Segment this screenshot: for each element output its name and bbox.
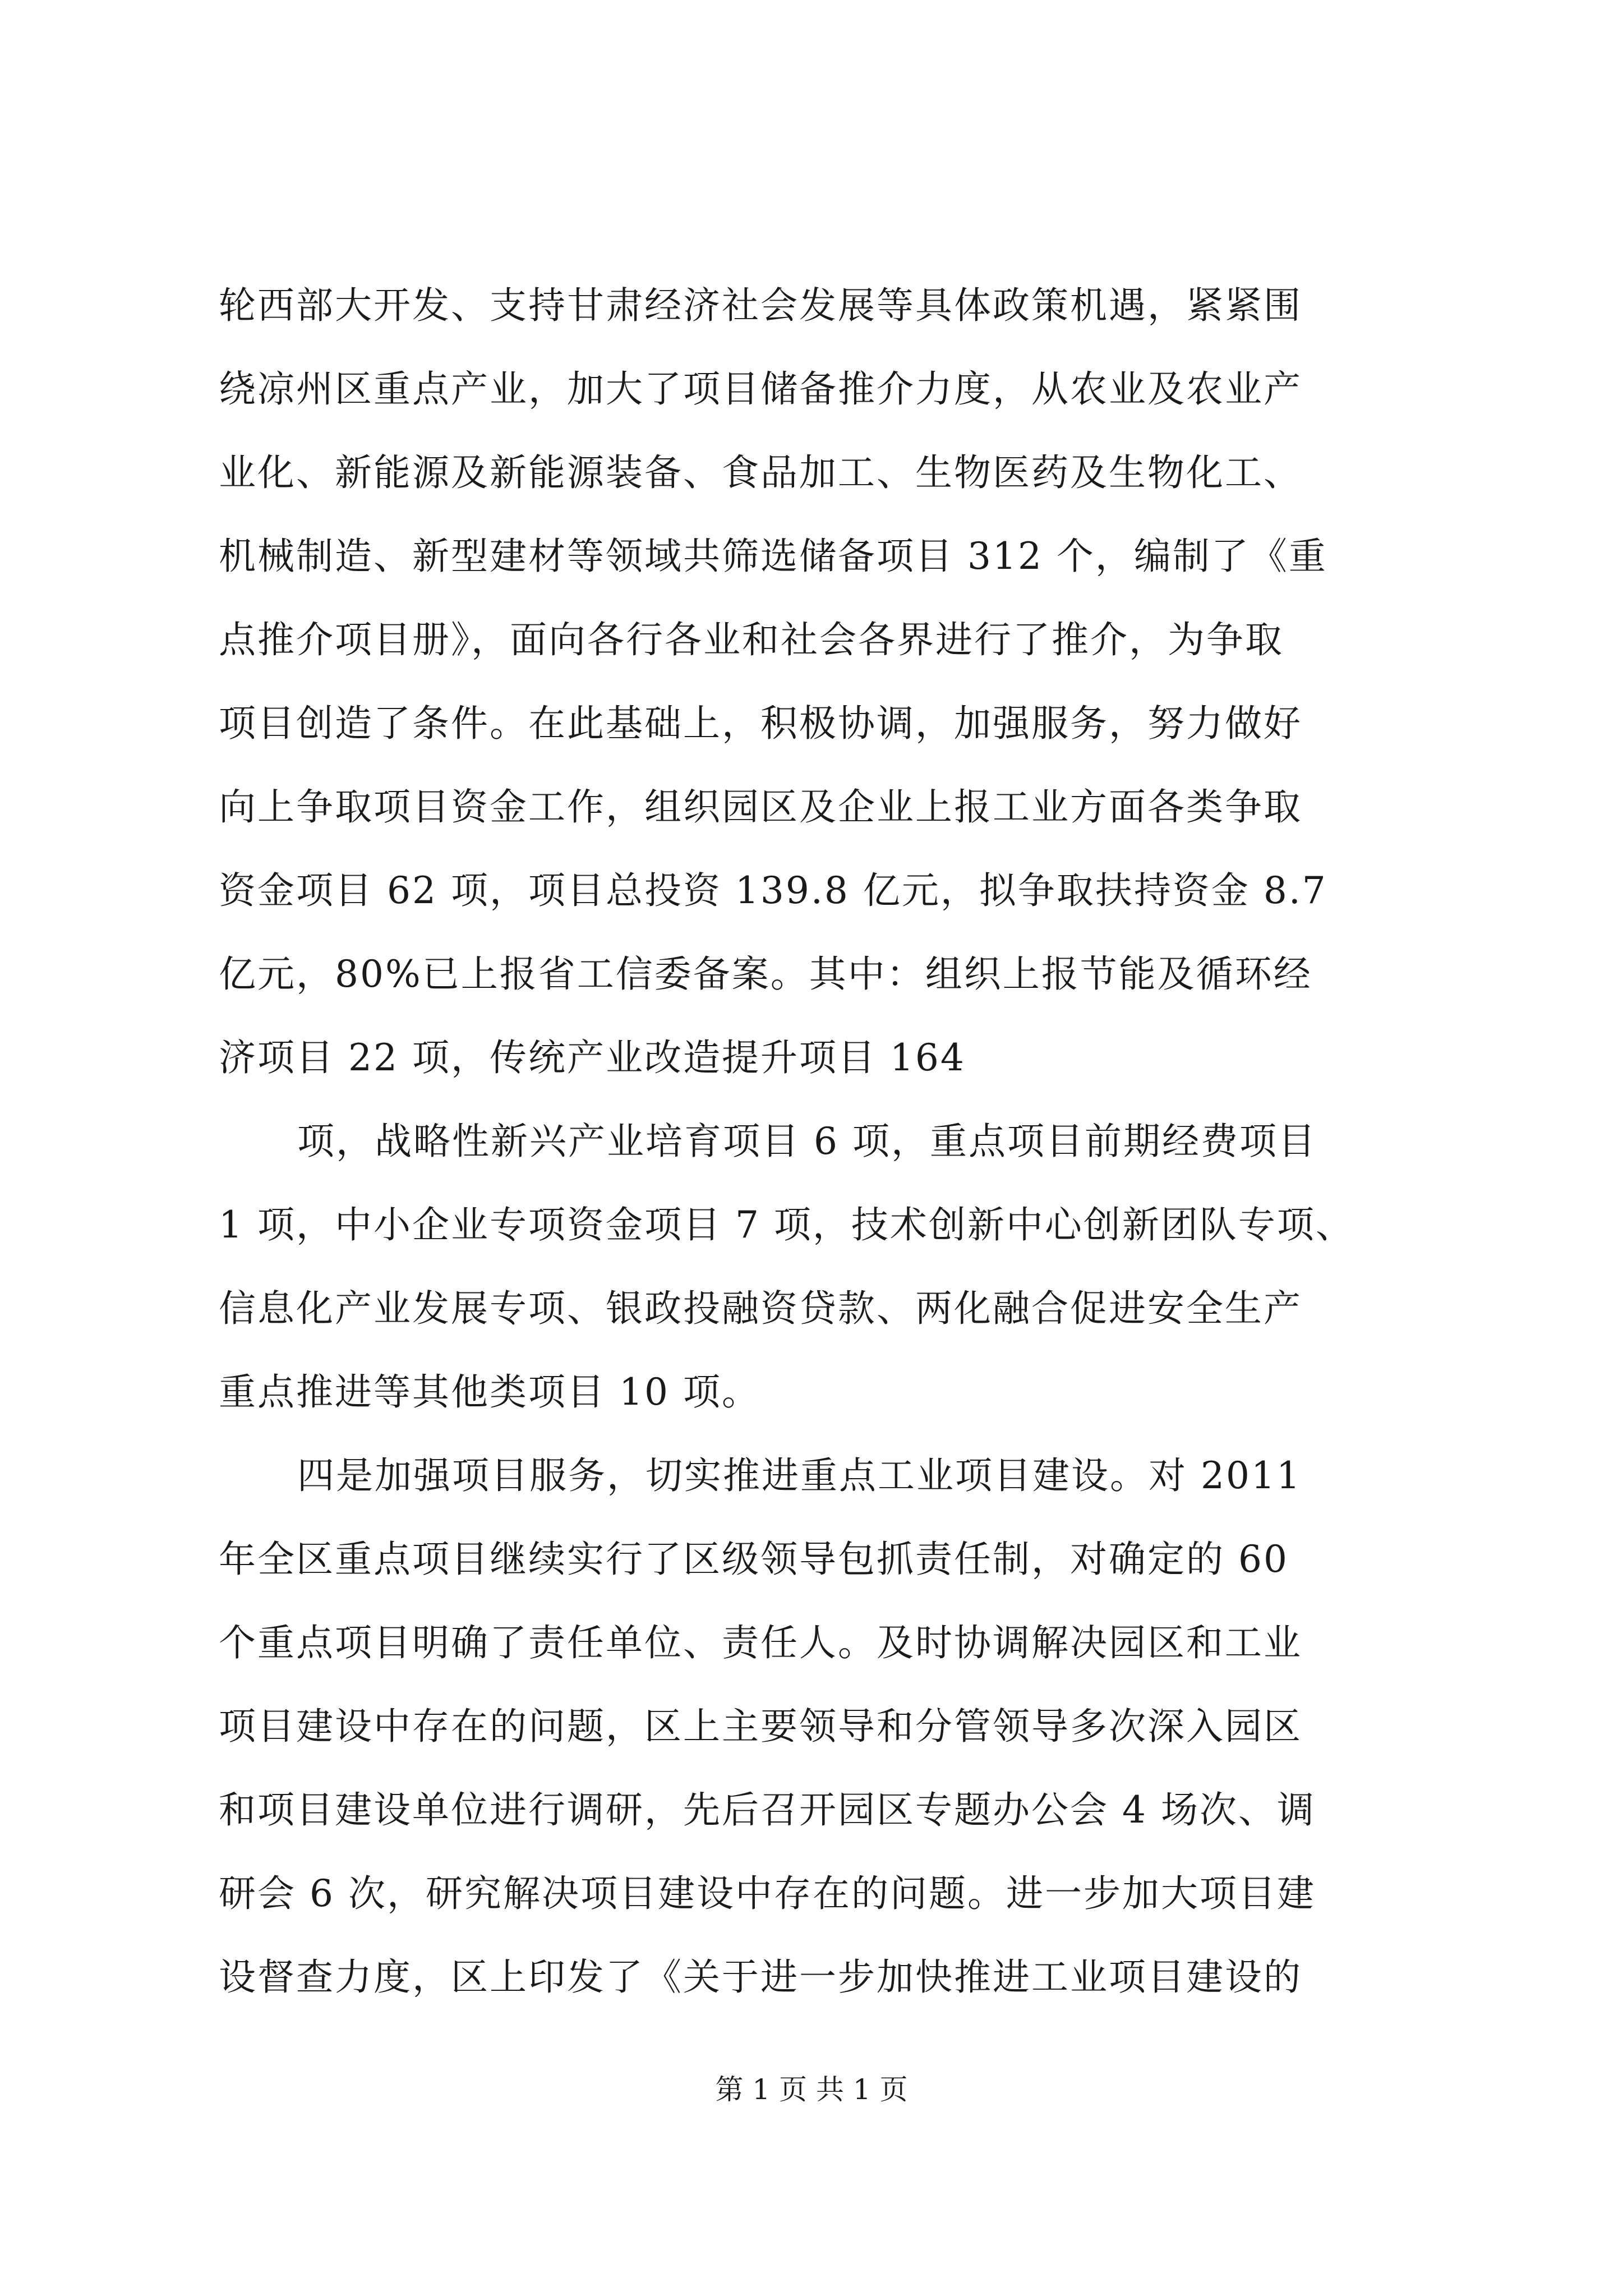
- text-line: 个重点项目明确了责任单位、责任人。及时协调解决园区和工业: [219, 1621, 1302, 1664]
- body-text: [219, 264, 1441, 2019]
- text-line: 资金项目 62 项，项目总投资 139.8 亿元，拟争取扶持资金 8.7: [219, 869, 1327, 912]
- text-line: 向上争取项目资金工作，组织园区及企业上报工业方面各类争取: [219, 785, 1302, 829]
- text-line: 项目建设中存在的问题，区上主要领导和分管领导多次深入园区: [219, 1705, 1302, 1748]
- text-line: 机械制造、新型建材等领域共筛选储备项目 312 个，编制了《重: [219, 535, 1327, 578]
- text-line: 年全区重点项目继续实行了区级领导包抓责任制，对确定的 60: [219, 1538, 1289, 1581]
- text-line: 重点推进等其他类项目 10 项。: [219, 1370, 760, 1414]
- text-line: 轮西部大开发、支持甘肃经济社会发展等具体政策机遇，紧紧围: [219, 284, 1302, 327]
- text-line: 点推介项目册》，面向各行各业和社会各界进行了推介，为争取: [219, 618, 1284, 661]
- text-line: 业化、新能源及新能源装备、食品加工、生物医药及生物化工、: [219, 451, 1302, 494]
- text-line: 济项目 22 项，传统产业改造提升项目 164: [219, 1036, 966, 1079]
- page-number-footer: 第 1 页 共 1 页: [715, 2073, 908, 2106]
- text-line: 1 项，中小企业专项资金项目 7 项，技术创新中心创新团队专项、: [219, 1203, 1354, 1246]
- text-line: 设督查力度，区上印发了《关于进一步加快推进工业项目建设的: [219, 1955, 1302, 1999]
- text-line: 四是加强项目服务，切实推进重点工业项目建设。对 2011: [297, 1454, 1302, 1497]
- text-line: 绕凉州区重点产业，加大了项目储备推介力度，从农业及农业产: [219, 367, 1302, 411]
- text-line: 和项目建设单位进行调研，先后召开园区专题办公会 4 场次、调: [219, 1788, 1316, 1832]
- text-line: 亿元，80%已上报省工信委备案。其中：组织上报节能及循环经: [219, 953, 1312, 996]
- text-line: 信息化产业发展专项、银政投融资贷款、两化融合促进安全生产: [219, 1287, 1302, 1330]
- text-line: 项，战略性新兴产业培育项目 6 项，重点项目前期经费项目: [297, 1120, 1317, 1163]
- text-line: 项目创造了条件。在此基础上，积极协调，加强服务，努力做好: [219, 702, 1302, 745]
- text-line: 研会 6 次，研究解决项目建设中存在的问题。进一步加大项目建: [219, 1872, 1316, 1915]
